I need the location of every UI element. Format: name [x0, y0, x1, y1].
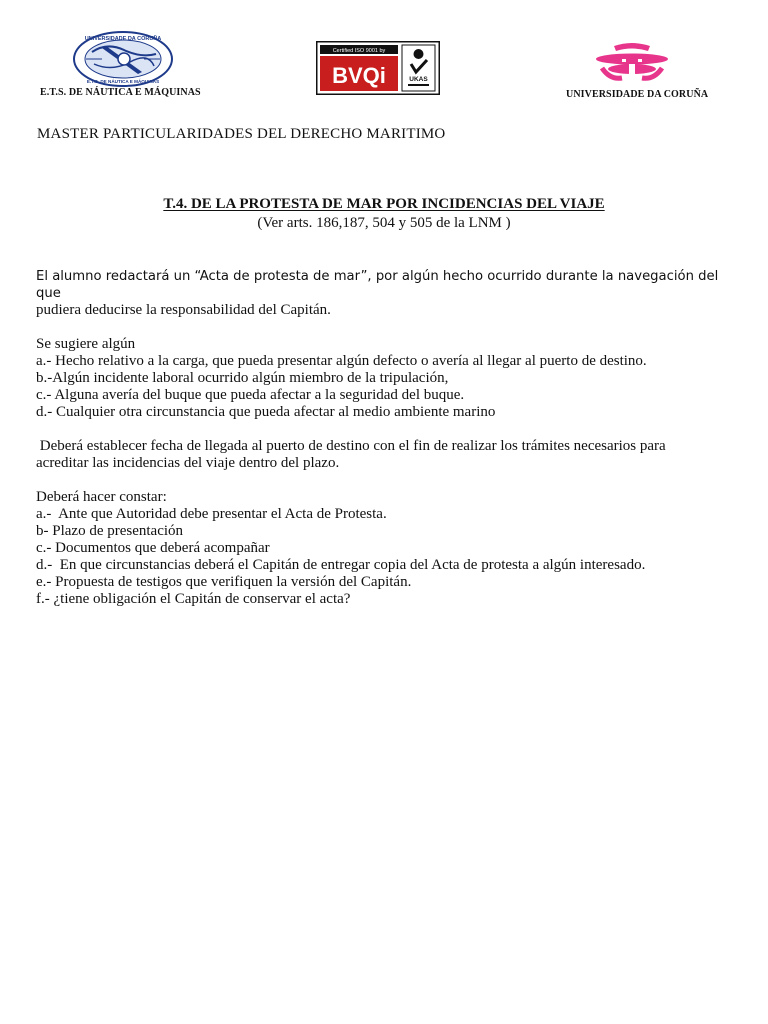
- intro-line: pudiera deducirse la responsabilidad del Capitán.: [36, 302, 331, 318]
- section-subtitle: (Ver arts. 186,187, 504 y 505 de la LNM ): [257, 215, 511, 231]
- suggestion-item: c.- Alguna avería del buque que pueda afectar a la seguridad del buque.: [36, 387, 465, 403]
- svg-text:BVQi: BVQi: [332, 63, 386, 88]
- svg-text:UKAS: UKAS: [409, 76, 428, 83]
- university-label: UNIVERSIDADE DA CORUÑA: [566, 89, 709, 100]
- record-item: f.- ¿tiene obligación el Capitán de conservar el acta?: [36, 591, 351, 607]
- suggestion-item: a.- Hecho relativo a la carga, que pueda presentar algún defecto o avería al llegar al puerto de destino.: [36, 353, 647, 369]
- ets-label: E.T.S. DE NÁUTICA E MÁQUINAS: [40, 87, 201, 98]
- record-item: c.- Documentos que deberá acompañar: [36, 540, 270, 556]
- record-item: a.- Ante que Autoridad debe presentar el Acta de Protesta.: [36, 506, 387, 522]
- intro-line: El alumno redactará un “Acta de protesta de mar”, por algún hecho ocurrido durante la navegación del que: [36, 269, 719, 301]
- ets-seal-icon: [72, 30, 174, 88]
- suggestion-item: d.- Cualquier otra circunstancia que pueda afectar al medio ambiente marino: [36, 404, 496, 420]
- section-title: [0, 196, 768, 213]
- record-item: b- Plazo de presentación: [36, 523, 184, 539]
- deadline-line: Deberá establecer fecha de llegada al puerto de destino con el fin de realizar los trámites necesarios para: [36, 438, 666, 454]
- record-heading: Deberá hacer constar:: [36, 489, 167, 505]
- svg-text:E.T.S. DE NÁUTICA E MÁQUINAS: E.T.S. DE NÁUTICA E MÁQUINAS: [86, 79, 160, 84]
- udc-emblem-icon: [592, 38, 672, 88]
- bvqi-certification-logo: [316, 41, 440, 95]
- record-item: d.- En que circunstancias deberá el Capitán de entregar copia del Acta de protesta a algún interesado.: [36, 557, 646, 573]
- bvqi-logo-icon: [316, 41, 440, 95]
- udc-logo: [592, 38, 672, 88]
- suggest-heading: Se sugiere algún: [36, 336, 136, 352]
- section-title-text: T.4. DE LA PROTESTA DE MAR POR INCIDENCIAS DEL VIAJE: [163, 196, 605, 212]
- ets-nautica-logo: [72, 30, 174, 88]
- suggestion-item: b.-Algún incidente laboral ocurrido algún miembro de la tripulación,: [36, 370, 449, 386]
- svg-text:UNIVERSIDADE DA CORUÑA: UNIVERSIDADE DA CORUÑA: [84, 36, 162, 42]
- deadline-line: acreditar las incidencias del viaje dentro del plazo.: [36, 455, 340, 471]
- document-body: [36, 268, 736, 608]
- course-title: MASTER PARTICULARIDADES DEL DERECHO MARITIMO: [37, 126, 446, 142]
- record-item: e.- Propuesta de testigos que verifiquen la versión del Capitán.: [36, 574, 412, 590]
- svg-text:Certified ISO 9001 by: Certified ISO 9001 by: [332, 48, 386, 54]
